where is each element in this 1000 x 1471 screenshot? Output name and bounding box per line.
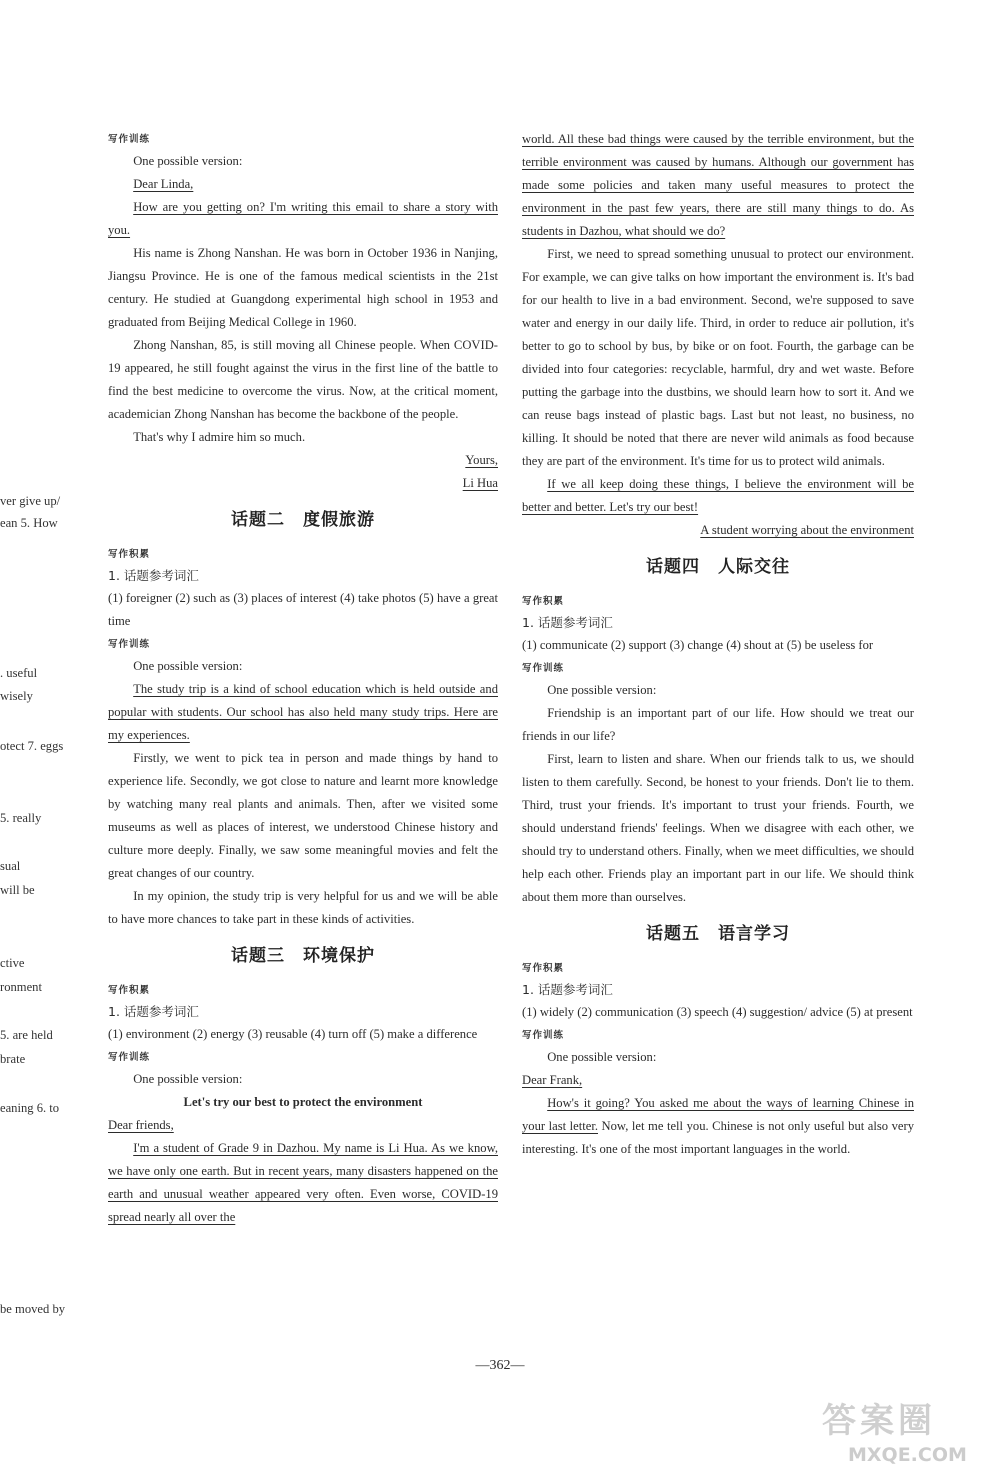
margin-fragment: ctive (0, 956, 25, 970)
letter-paragraph (522, 1092, 914, 1161)
section-label: 写作训练 (522, 663, 565, 674)
letter-signature: Li Hua (462, 476, 498, 490)
essay-paragraph: First, learn to listen and share. When our friends talk to us, we should listen to them carefully. Second, be honest to your friends. Don't lie to them. Third, trust your friends. It's important to trust your friends. Fourth, we should understand friends' feelings. When we disagree with each other, we should try to understand others. Finally, when we meet difficulties, we should help each other. Friends play an important part in our life. We should think about them more than ourselves. (522, 752, 914, 904)
topic-title: 语言学习 (718, 924, 790, 944)
section-label: 写作积累 (108, 549, 151, 560)
essay-title: Let's try our best to protect the environment (183, 1095, 423, 1109)
essay-paragraph-continued: world. All these bad things were caused by the terrible environment, but the terrible environment was caused by humans. Although our government has made some policies and taken many useful measures to protect the environment in the past few years, there are still many things to do. As students in Dazhou, what should we do? (522, 132, 914, 238)
topic-heading (522, 552, 914, 582)
letter-closing: Yours, (465, 453, 498, 467)
vocab-subheading: 1. 话题参考词汇 (108, 568, 199, 583)
margin-fragment: wisely (0, 689, 33, 703)
margin-fragment: will be (0, 883, 35, 897)
margin-fragment: be moved by (0, 1302, 66, 1316)
watermark-url: MXQE.COM (848, 1444, 967, 1466)
margin-fragment: ver give up/ (0, 494, 61, 508)
topic-number: 话题三 (231, 946, 285, 966)
letter-salutation: Dear friends, (108, 1118, 174, 1132)
essay-paragraph: In my opinion, the study trip is very helpful for us and we will be able to have more chances to take part in these kinds of activities. (108, 889, 498, 926)
margin-fragment: 5. are held (0, 1028, 53, 1042)
vocab-list: (1) environment (2) energy (3) reusable (4) turn off (5) make a difference (108, 1027, 478, 1041)
essay-paragraph: I'm a student of Grade 9 in Dazhou. My name is Li Hua. As we know, we have only one earth. But in recent years, many disasters happened on the earth and unusual weather appeared very often. Even worse, COVID-19 spread nearly all over the (108, 1141, 498, 1224)
topic-heading (522, 919, 914, 949)
margin-fragment: 5. really (0, 811, 42, 825)
letter-paragraph: Zhong Nanshan, 85, is still moving all Chinese people. When COVID-19 appeared, he still fought against the virus in the first line of the battle to find the best medicine to overcome the virus. Now, at the critical moment, academician Zhong Nanshan has become the backbone of the people. (108, 338, 498, 421)
topic-title: 人际交往 (718, 557, 790, 577)
margin-fragment: sual (0, 859, 21, 873)
letter-salutation: Dear Linda, (133, 177, 194, 191)
topic-number: 话题二 (231, 510, 285, 530)
version-line: One possible version: (547, 1050, 657, 1064)
vocab-subheading: 1. 话题参考词汇 (108, 1004, 199, 1019)
topic-heading (108, 505, 498, 535)
page-number: —362— (475, 1358, 525, 1373)
topic-number: 话题四 (646, 557, 700, 577)
vocab-subheading: 1. 话题参考词汇 (522, 615, 613, 630)
margin-fragment: ronment (0, 980, 42, 994)
watermark-logo-icon: 答案圈 (822, 1401, 936, 1441)
left-column (108, 128, 498, 1229)
margin-fragment: brate (0, 1052, 26, 1066)
essay-paragraph: First, we need to spread something unusual to protect our environment. For example, we can give talks on how important the environment is. It's bad for our health to live in a bad environment. Second, we're supposed to save water and energy in our daily life. Third, in order to reduce air pollution, it's better to go to school by bus, by bike or on foot. Fourth, the garbage can be divided into four categories: recyclable, harmful, dry and wet waste. Before putting the garbage into the dustbins, we should learn how to sort it. And we can reuse bags instead of plastic bags. Last but not least, no business, no killing. It should be noted that there are never wild animals as food because they are part of the environment. It's time for us to protect wild animals. (522, 247, 914, 468)
section-label: 写作训练 (108, 134, 151, 145)
vocab-list: (1) foreigner (2) such as (3) places of interest (4) take photos (5) have a great time (108, 591, 498, 628)
essay-paragraph: If we all keep doing these things, I believe the environment will be better and better. Let's try our best! (522, 477, 914, 514)
version-line: One possible version: (133, 659, 243, 673)
letter-paragraph: That's why I admire him so much. (133, 430, 306, 444)
topic-title: 度假旅游 (303, 510, 375, 530)
watermark (818, 1400, 998, 1468)
vocab-list: (1) communicate (2) support (3) change (4) shout at (5) be useless for (522, 638, 874, 652)
margin-fragment: otect 7. eggs (0, 739, 64, 753)
essay-paragraph: The study trip is a kind of school education which is held outside and popular with students. Our school has also held many study trips. Here are my experiences. (108, 682, 498, 742)
essay-paragraph: Friendship is an important part of our life. How should we treat our friends in our life? (522, 706, 914, 743)
section-label: 写作积累 (108, 985, 151, 996)
section-label: 写作积累 (522, 963, 565, 974)
paragraph-rest: Now, let me tell you. Chinese is not only useful but also very interesting. It's one of the most important languages in the world. (522, 1119, 914, 1156)
letter-paragraph: How are you getting on? I'm writing this email to share a story with you. (108, 200, 498, 237)
topic-heading (108, 941, 498, 971)
margin-fragment: . useful (0, 666, 38, 680)
topic-title: 环境保护 (303, 946, 375, 966)
essay-paragraph: Firstly, we went to pick tea in person and made things by hand to experience life. Secondly, we got close to nature and learnt more knowledge by watching many real plants and animals. Then, after we visited some museums as well as places of interest, we understood Chinese history and culture more deeply. Finally, we saw some meaningful movies and felt the great changes of our country. (108, 751, 498, 880)
section-label: 写作训练 (108, 639, 151, 650)
margin-fragment: ean 5. How (0, 516, 58, 530)
essay-signature: A student worrying about the environment (700, 523, 914, 537)
version-line: One possible version: (133, 1072, 243, 1086)
letter-salutation: Dear Frank, (522, 1073, 583, 1087)
right-column (522, 128, 914, 1161)
section-label: 写作训练 (108, 1052, 151, 1063)
section-label: 写作训练 (522, 1030, 565, 1041)
underlined-sentence: How's it going? You asked me about the ways of learning Chinese in your last letter. (522, 1096, 914, 1133)
version-line: One possible version: (547, 683, 657, 697)
margin-fragment: eaning 6. to (0, 1101, 60, 1115)
letter-paragraph: His name is Zhong Nanshan. He was born in October 1936 in Nanjing, Jiangsu Province. He is one of the famous medical scientists in the 21st century. He studied at Guangdong experimental high school in 1953 and graduated from Beijing Medical College in 1960. (108, 246, 498, 329)
vocab-subheading: 1. 话题参考词汇 (522, 982, 613, 997)
vocab-list: (1) widely (2) communication (3) speech (4) suggestion/ advice (5) at present (522, 1005, 913, 1019)
section-label: 写作积累 (522, 596, 565, 607)
version-line: One possible version: (133, 154, 243, 168)
topic-number: 话题五 (646, 924, 700, 944)
